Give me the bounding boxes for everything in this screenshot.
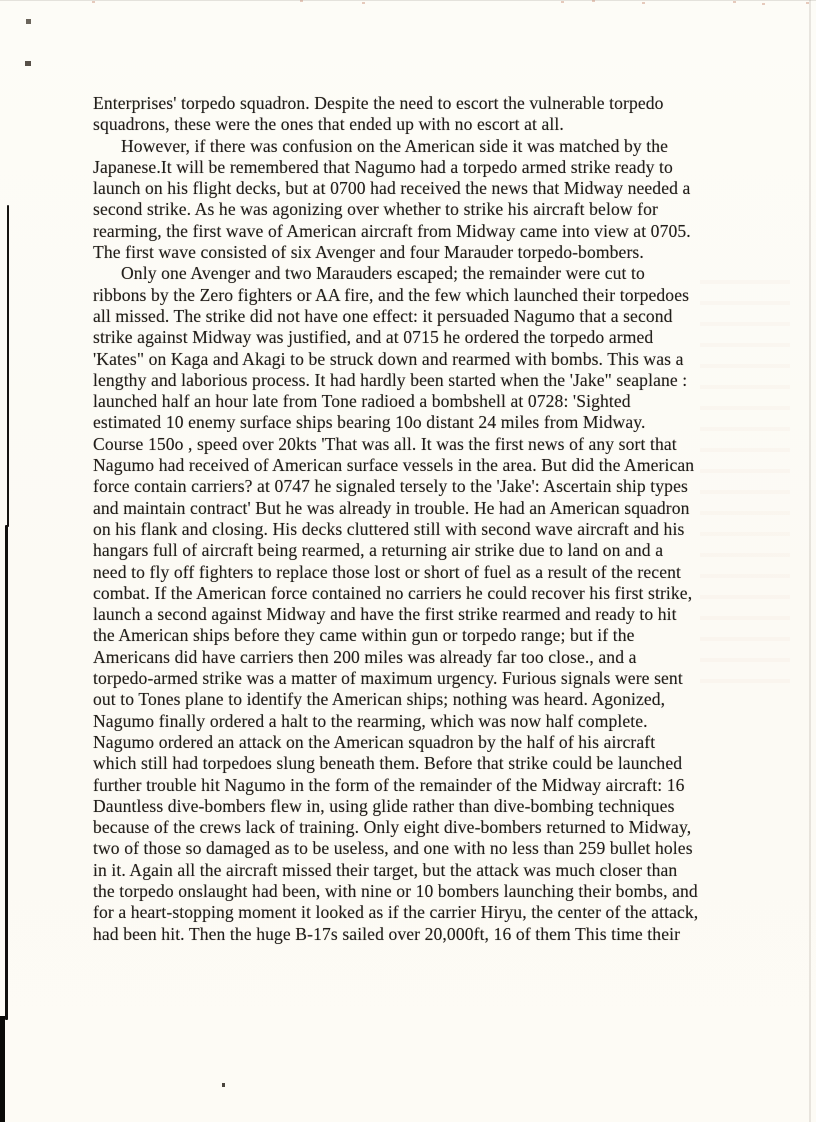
text-line: Nagumo finally ordered a halt to the rearming, which was now half complete. — [93, 710, 648, 731]
text-line: hangars full of aircraft being rearmed, a returning air strike due to land on and a — [93, 540, 664, 561]
scan-top-edge-artifact — [0, 0, 816, 1]
text-line: out to Tones plane to identify the American ships; nothing was heard. Agonized, — [93, 689, 666, 710]
text-line: ribbons by the Zero fighters or AA fire, and the few which launched their torpedoes — [93, 284, 690, 305]
text-line: second strike. As he was agonizing over whether to strike his aircraft below for — [93, 199, 658, 220]
dust-speck — [26, 19, 31, 24]
text-line: two of those so damaged as to be useless, and one with no less than 259 bullet holes — [93, 838, 693, 859]
text-line: launched half an hour late from Tone radioed a bombshell at 0728: 'Sighted — [93, 391, 631, 412]
text-line: in it. Again all the aircraft missed their target, but the attack was much closer than — [93, 859, 678, 880]
text-line: lengthy and laborious process. It had hardly been started when the 'Jake" seaplane : — [93, 369, 688, 390]
dust-speck — [733, 1, 736, 3]
text-line: Americans did have carriers then 200 miles was already far too close., and a — [93, 646, 637, 667]
text-line: The first wave consisted of six Avenger and four Marauder torpedo-bombers. — [93, 242, 644, 263]
text-line: squadrons, these were the ones that ended up with no escort at all. — [93, 114, 564, 135]
dust-speck — [592, 0, 595, 2]
text-line: Japanese.It will be remembered that Nagumo had a torpedo armed strike ready to — [93, 156, 673, 177]
text-line: 'Kates" on Kaga and Akagi to be struck down and rearmed with bombs. This was a — [93, 348, 684, 369]
text-line: Nagumo ordered an attack on the American squadron by the half of his aircraft — [93, 731, 656, 752]
text-line: for a heart-stopping moment it looked as if the carrier Hiryu, the center of the attack, — [93, 902, 699, 923]
text-line: further trouble hit Nagumo in the form of the remainder of the Midway aircraft: 16 — [93, 774, 685, 795]
scan-left-edge-artifact — [0, 1016, 5, 1122]
text-line: Only one Avenger and two Marauders escaped; the remainder were cut to — [121, 263, 645, 284]
text-line: Enterprises' torpedo squadron. Despite the need to escort the vulnerable torpedo — [93, 93, 664, 113]
dust-speck — [762, 3, 765, 5]
text-line: and maintain contract' But he was already in trouble. He had an American squadron — [93, 497, 690, 518]
text-line: rearming, the first wave of American aircraft from Midway came into view at 0705. — [93, 220, 691, 241]
page-text — [93, 93, 758, 945]
scan-left-edge-artifact — [5, 525, 8, 1020]
text-line: launch a second against Midway and have the first strike rearmed and ready to hit — [93, 604, 677, 625]
text-line: launch on his flight decks, but at 0700 had received the news that Midway needed a — [93, 178, 691, 199]
dust-speck — [92, 1, 95, 3]
text-line: strike against Midway was justified, and at 0715 he ordered the torpedo armed — [93, 327, 654, 348]
dust-speck — [300, 0, 303, 2]
text-line: Dauntless dive-bombers flew in, using glide rather than dive-bombing techniques — [93, 795, 675, 816]
text-line: the American ships before they came within gun or torpedo range; but if the — [93, 625, 635, 646]
dust-speck — [25, 61, 31, 66]
dust-speck — [362, 2, 365, 4]
dust-speck — [222, 1083, 225, 1087]
dust-speck — [561, 1, 564, 3]
text-line: because of the crews lack of training. Only eight dive-bombers returned to Midway, — [93, 817, 692, 838]
text-line: torpedo-armed strike was a matter of maximum urgency. Furious signals were sent — [93, 668, 683, 689]
text-line: had been hit. Then the huge B-17s sailed over 20,000ft, 16 of them This time their — [93, 923, 681, 944]
text-line: estimated 10 enemy surface ships bearing 10o distant 24 miles from Midway. — [93, 412, 646, 433]
text-line: However, if there was confusion on the American side it was matched by the — [121, 135, 669, 156]
text-line: force contain carriers? at 0747 he signaled tersely to the 'Jake': Ascertain ship types — [93, 476, 688, 497]
text-line: the torpedo onslaught had been, with nine or 10 bombers launching their bombs, and — [93, 880, 698, 901]
text-line: Course 150o , speed over 20kts 'That was all. It was the first news of any sort that — [93, 433, 677, 454]
text-line: all missed. The strike did not have one effect: it persuaded Nagumo that a second — [93, 305, 673, 326]
text-line: Nagumo had received of American surface vessels in the area. But did the American — [93, 455, 695, 476]
scan-left-edge-artifact — [7, 205, 9, 527]
text-line: need to fly off fighters to replace those lost or short of fuel as a result of the recent — [93, 561, 681, 582]
dust-speck — [806, 2, 809, 4]
text-line: which still had torpedoes slung beneath them. Before that strike could be launched — [93, 753, 683, 774]
scan-right-edge-artifact — [809, 0, 811, 1122]
text-line: combat. If the American force contained no carriers he could recover his first strike, — [93, 582, 693, 603]
dust-speck — [642, 2, 645, 4]
text-line: on his flank and closing. His decks cluttered still with second wave aircraft and his — [93, 518, 685, 539]
